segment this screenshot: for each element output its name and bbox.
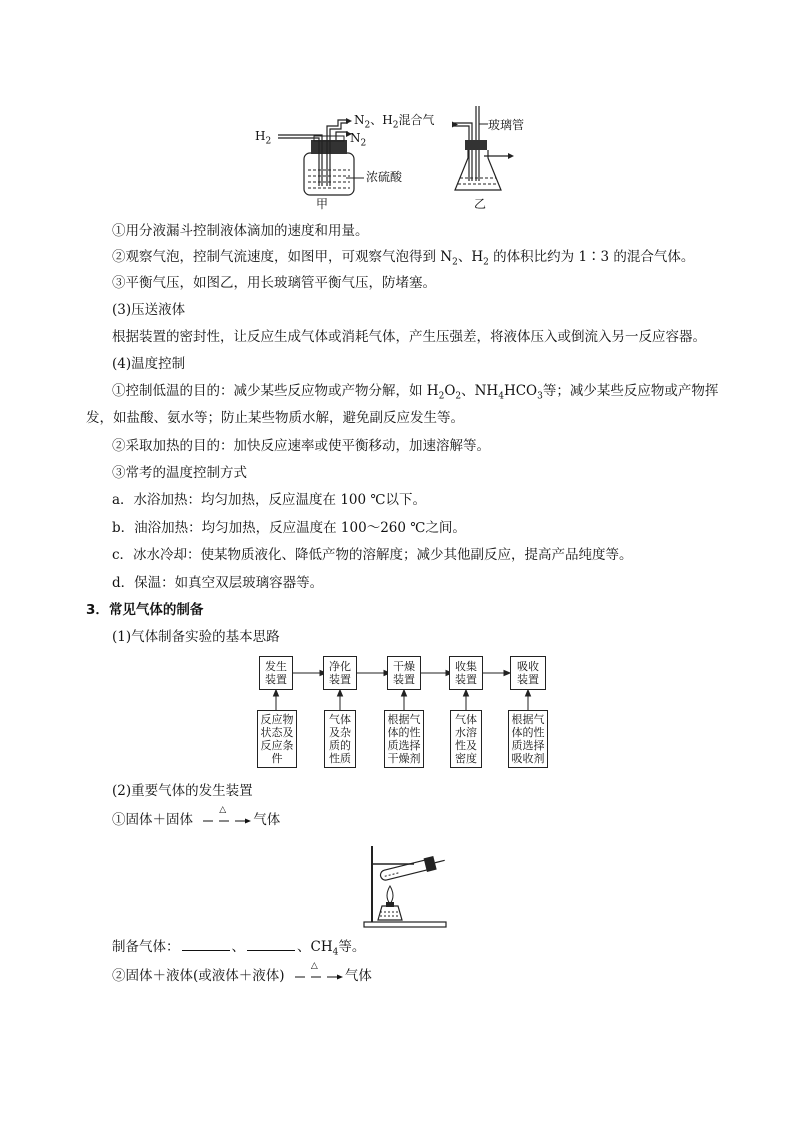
section-heading: 3．常见气体的制备 — [86, 602, 204, 618]
flow-note-drying-agent: 根据气 体的性 质选择 干燥剂 — [384, 710, 424, 768]
section-heading: (1)气体制备实验的基本思路 — [112, 629, 280, 645]
yi-caption: 乙 — [474, 197, 487, 211]
heating-arrow: △ — [197, 810, 253, 830]
text-line: 发，如盐酸、氨水等；防止某些物质水解，避免副反应发生等。 — [86, 410, 464, 426]
text-line: ①固体＋固体 △ 气体 — [112, 805, 281, 828]
flow-box-purification: 净化 装置 — [323, 656, 357, 690]
text-line: ③常考的温度控制方式 — [112, 465, 247, 481]
answer-blank-2[interactable] — [247, 936, 295, 951]
text-line: ①控制低温的目的：减少某些反应物或产物分解，如 $H_2O_2$、$NH_4HCO_3$等；减少某些反应物或产物挥 — [112, 383, 719, 402]
jia-outlet-mix-label: $N_2$、$H_2$混合气 — [354, 113, 435, 131]
jia-inlet-label: $H_2$ — [255, 129, 272, 147]
section-heading: (4)温度控制 — [112, 356, 186, 372]
test-tube-heating-diagram — [360, 840, 450, 930]
flow-note-reactant: 反应物 状态及 反应条 件 — [257, 710, 297, 768]
text-line: 根据装置的密封性，让反应生成气体或消耗气体，产生压强差，将液体压入或倒流入另一反应容器。 — [112, 329, 706, 345]
text-line: ②固体＋液体(或液体＋液体) △ 气体 — [112, 961, 372, 984]
section-heading: (3)压送液体 — [112, 302, 186, 318]
section-heading: (2)重要气体的发生装置 — [112, 783, 253, 799]
text-line: 制备气体： 、 、$CH_4$等。 — [112, 936, 365, 963]
flow-box-drying: 干燥 装置 — [387, 656, 421, 690]
text-line: ①用分液漏斗控制液体滴加的速度和用量。 — [112, 223, 369, 239]
jia-liquid-label: 浓硫酸 — [366, 170, 403, 184]
text-line: ③平衡气压，如图乙，用长玻璃管平衡气压，防堵塞。 — [112, 275, 436, 291]
flow-box-generation: 发生 装置 — [259, 656, 293, 690]
yi-tube-label: 玻璃管 — [488, 118, 525, 132]
flow-box-absorption: 吸收 装置 — [510, 656, 546, 690]
text-line: b．油浴加热：均匀加热，反应温度在 100～260 ℃之间。 — [112, 520, 466, 536]
text-line: ②观察气泡，控制气流速度，如图甲，可观察气泡得到 $N_2$、$H_2$ 的体积比约为 1∶3 的混合气体。 — [112, 249, 695, 268]
heating-arrow: △ — [289, 966, 345, 986]
flow-box-collection: 收集 装置 — [449, 656, 483, 690]
flow-note-absorbent: 根据气 体的性 质选择 吸收剂 — [508, 710, 548, 768]
text-line: c．冰水冷却：使某物质液化、降低产物的溶解度；减少其他副反应，提高产品纯度等。 — [112, 547, 633, 563]
text-line: d．保温：如真空双层玻璃容器等。 — [112, 575, 324, 591]
jia-caption: 甲 — [316, 197, 329, 211]
text-line: a．水浴加热：均匀加热，反应温度在 100 ℃以下。 — [112, 492, 426, 508]
flow-note-solubility: 气体 水溶 性及 密度 — [450, 710, 482, 768]
jia-outlet-n2-label: $N_2$ — [350, 131, 367, 149]
answer-blank-1[interactable] — [182, 936, 230, 951]
flow-note-impurity: 气体 及杂 质的 性质 — [324, 710, 356, 768]
text-line: ②采取加热的目的：加快反应速率或使平衡移动，加速溶解等。 — [112, 438, 490, 454]
